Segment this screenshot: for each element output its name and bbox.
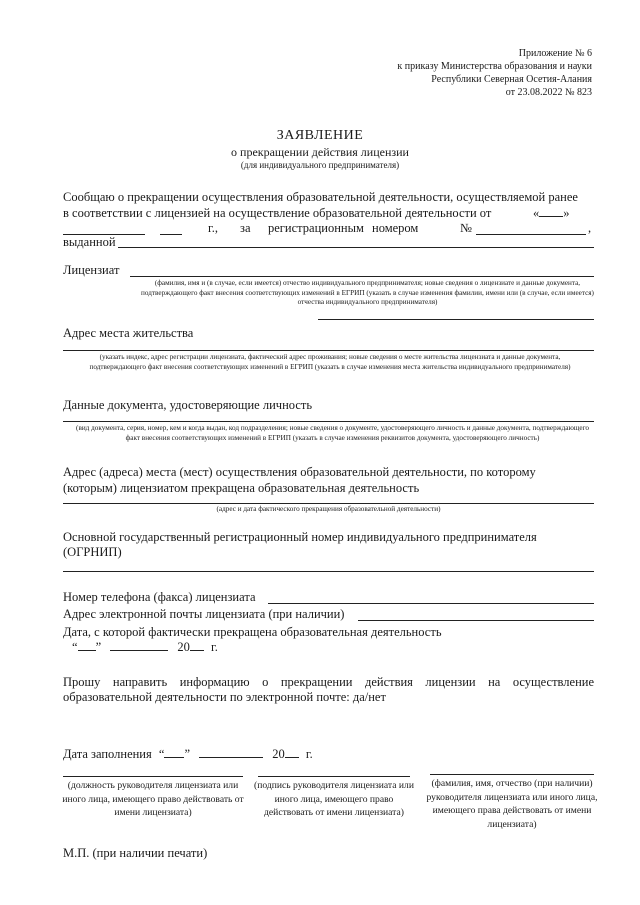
ogrnip-label-line-1: Основной государственный регистрационный номер индивидуального предпринимателя <box>63 530 537 544</box>
intro-number-sign: № <box>460 221 472 235</box>
document-subtitle-note: (для индивидуального предпринимателя) <box>240 160 400 170</box>
activity-address-line-2: (которым) лицензиатом прекращена образовательная деятельность <box>63 481 420 495</box>
phone-label: Номер телефона (факса) лицензиата <box>63 590 256 604</box>
intro-year-suffix: г., <box>208 221 218 235</box>
activity-address-hint: (адрес и дата фактического прекращения образовательной деятельности) <box>216 505 441 513</box>
ceased-date-label: Дата, с которой фактически прекращена образовательная деятельность <box>63 625 442 639</box>
email-field[interactable] <box>358 620 594 621</box>
ceased-date-month-field[interactable] <box>110 640 168 651</box>
ogrnip-field[interactable] <box>63 571 594 572</box>
position-caption: (должность руководителя лицензиата или иного лица, имеющего право действовать от имени лицензиата) <box>62 780 244 818</box>
appendix-order: к приказу Министерства образования и науки <box>397 61 592 72</box>
request-line-2: образовательной деятельности по электронной почте: да/нет <box>63 690 386 704</box>
appendix-header <box>397 47 592 99</box>
request-line-1: Прошу направить информацию о прекращении действия лицензии на осуществление <box>63 675 594 689</box>
document-subtitle: о прекращении действия лицензии <box>231 145 409 159</box>
address-label: Адрес места жительства <box>63 326 194 340</box>
licensee-hint: (фамилия, имя и (в случае, если имеется) отчество индивидуального предпринимателя; новые сведения о лицензиате и данные документа, подтверждающего факт внесения соответствующих изменений в ЕГРИП (указать в случае изменения фамилии, имени или (в случае, если имеется) отчества индивидуального предпринимателя) <box>141 279 594 306</box>
phone-field[interactable] <box>268 603 594 604</box>
fill-date-century: 20 <box>272 747 285 761</box>
appendix-number: Приложение № 6 <box>518 48 592 59</box>
licensee-label: Лицензиат <box>63 263 120 277</box>
licensee-field-2[interactable] <box>318 319 594 320</box>
ceased-date-close-quote: ” <box>95 640 102 654</box>
intro-year-field[interactable] <box>160 234 182 235</box>
activity-address-line-1: Адрес (адреса) места (мест) осуществления образовательной деятельности, по которому <box>63 465 536 479</box>
address-field[interactable] <box>63 350 594 351</box>
intro-issued-field[interactable] <box>118 247 594 248</box>
fill-date-year-field[interactable] <box>285 747 299 758</box>
stamp-label: М.П. (при наличии печати) <box>63 846 208 860</box>
ceased-date-open-quote: “ <box>72 640 78 654</box>
identity-doc-label: Данные документа, удостоверяющие личность <box>63 398 313 412</box>
intro-comma: , <box>588 221 592 235</box>
activity-address-field[interactable] <box>63 503 594 504</box>
fill-date-open-quote: “ <box>158 747 165 761</box>
position-signature-line[interactable] <box>63 776 243 777</box>
ogrnip-label-line-2: (ОГРНИП) <box>63 545 122 559</box>
fill-date-day-field[interactable] <box>164 747 184 758</box>
fill-date-year-suffix: г. <box>305 747 313 761</box>
full-name-caption: (фамилия, имя, отчество (при наличии) руководителя лицензиата или иного лица, имеющего права действовать от имени лицензиата) <box>426 778 598 830</box>
intro-date-close: » <box>563 206 570 220</box>
ceased-date-day-field[interactable] <box>78 640 96 651</box>
licensee-field[interactable] <box>130 276 594 277</box>
signature-caption: (подпись руководителя лицензиата или иного лица, имеющего право действовать от имени лицензиата) <box>254 780 414 818</box>
ceased-date-century: 20 <box>177 640 190 654</box>
fill-date-month-field[interactable] <box>199 747 263 758</box>
intro-reg-label-2: регистрационным <box>268 221 364 235</box>
intro-number-field[interactable] <box>476 234 586 235</box>
intro-date-day-field[interactable] <box>539 206 563 217</box>
intro-line-2 <box>63 206 603 221</box>
intro-reg-label-3: номером <box>372 221 419 235</box>
address-hint: (указать индекс, адрес регистрации лицензиата, фактический адрес проживания; новые сведения о месте жительства лицензиата и данные документа, подтверждающего факт внесения соответствующих изменений в ЕГРИП (указать в случае изменения места жительства индивидуального предпринимателя) <box>89 353 571 371</box>
ceased-date-year-field[interactable] <box>190 640 204 651</box>
identity-doc-field[interactable] <box>63 421 594 422</box>
intro-date-open <box>533 206 570 221</box>
full-name-line[interactable] <box>430 774 594 775</box>
ceased-date-row <box>72 640 218 655</box>
intro-date-prefix: « <box>533 206 540 220</box>
intro-line-1: Сообщаю о прекращении осуществления образовательной деятельности, осуществляемой ранее <box>63 190 578 204</box>
document-title: ЗАЯВЛЕНИЕ <box>276 128 364 143</box>
intro-line-2-text: в соответствии с лицензией на осуществление образовательной деятельности от <box>63 206 492 220</box>
appendix-date: от 23.08.2022 № 823 <box>505 87 592 98</box>
appendix-region: Республики Северная Осетия-Алания <box>431 74 592 85</box>
intro-issued-label: выданной <box>63 235 116 249</box>
signature-line[interactable] <box>258 776 410 777</box>
intro-reg-label-1: за <box>240 221 251 235</box>
ceased-date-year-suffix: г. <box>211 640 218 654</box>
fill-date-row <box>63 747 313 762</box>
email-label: Адрес электронной почты лицензиата (при наличии) <box>63 607 345 621</box>
fill-date-label: Дата заполнения <box>63 747 152 761</box>
identity-doc-hint: (вид документа, серия, номер, кем и когда выдан, код подразделения; новые сведения о документе, удостоверяющего личность и данные документа, подтверждающего факт внесения соответствующих изменений в ЕГРИП (указать в случае изменения реквизитов документа, удостоверяющего личность) <box>76 424 589 442</box>
fill-date-close-quote: ” <box>184 747 190 761</box>
